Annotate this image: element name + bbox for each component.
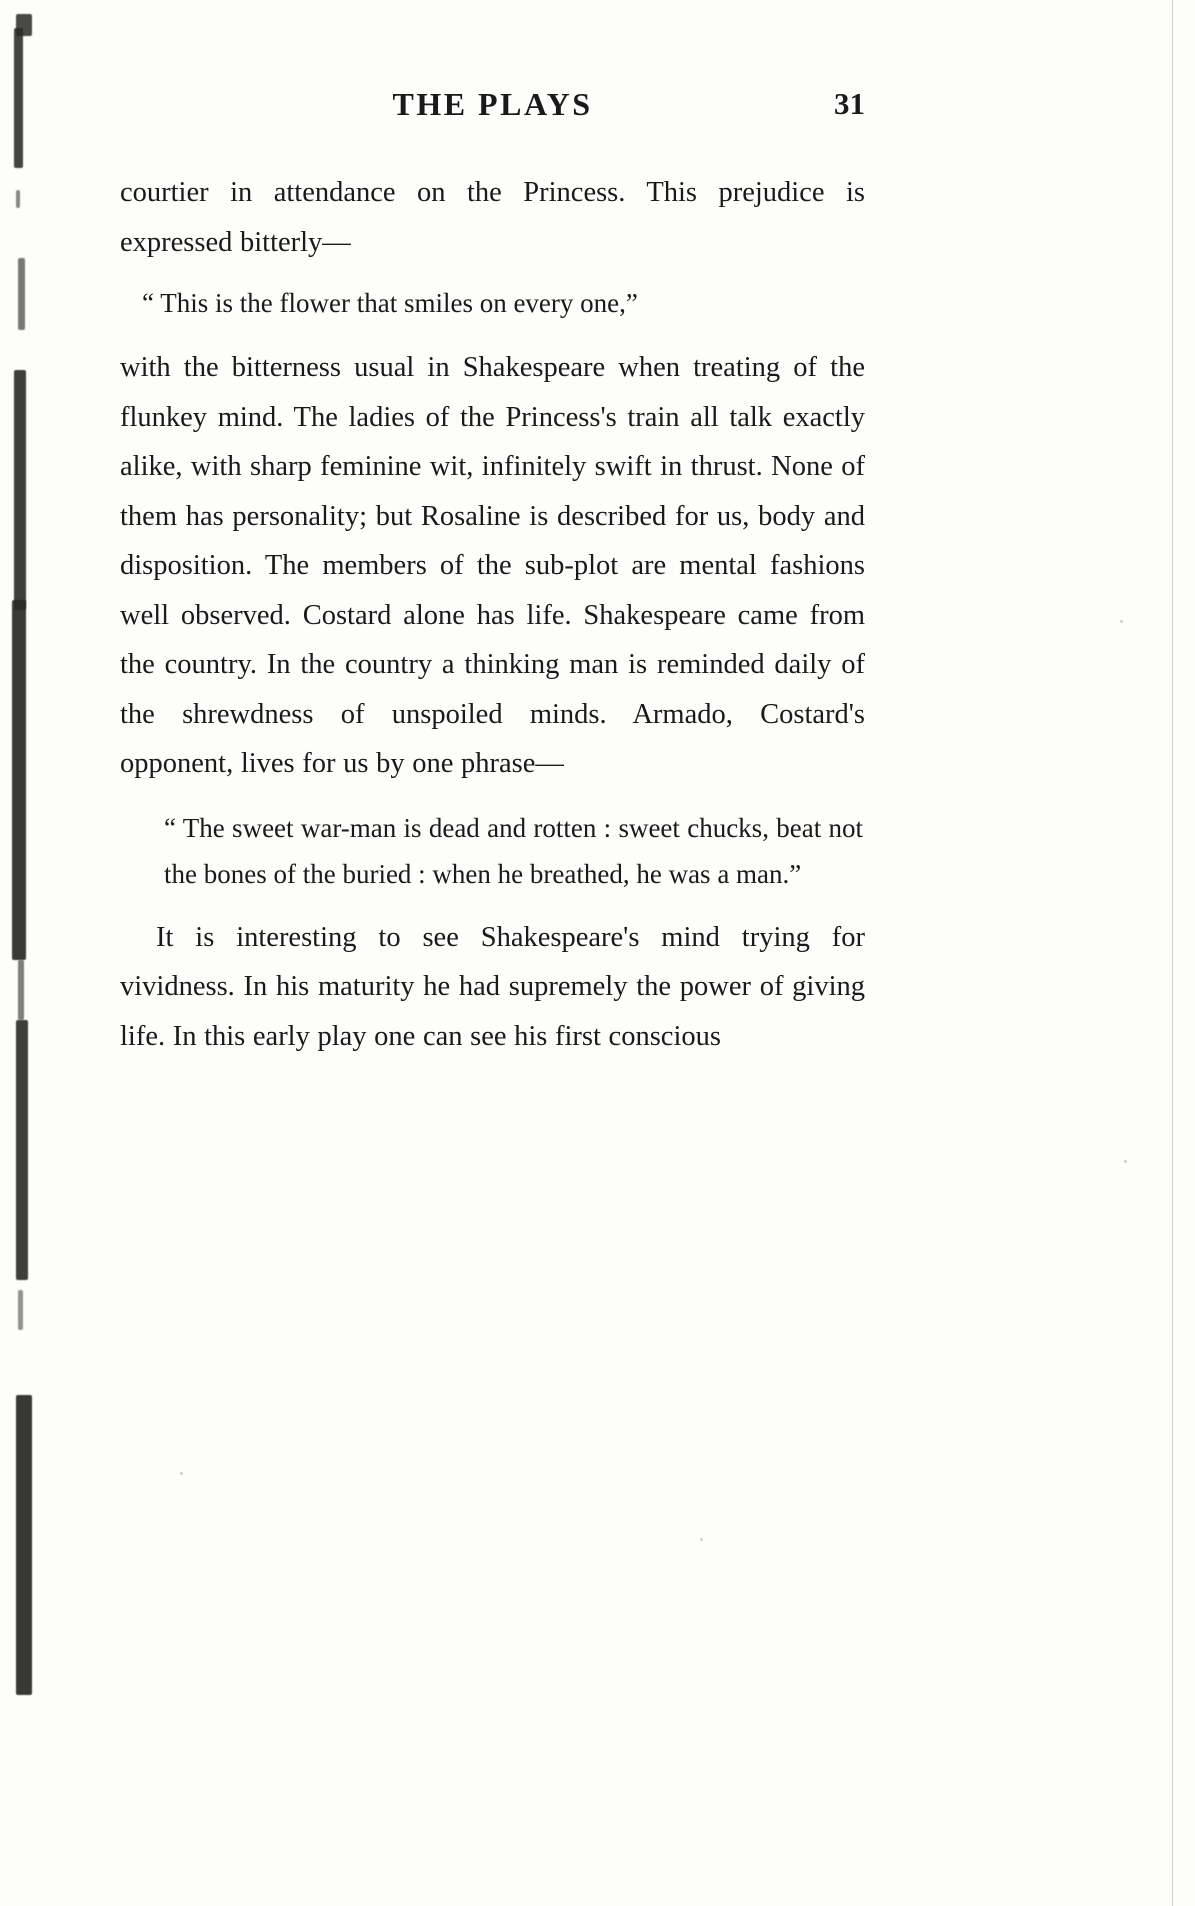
- paragraph-continuation: courtier in attendance on the Princess. This prejudice is expressed bitterly—: [120, 177, 865, 258]
- page-edge-line: [1172, 0, 1173, 1906]
- binding-gutter-shadow: [0, 0, 46, 1906]
- paragraph-main: with the bitterness usual in Shakespeare when treating of the flunkey mind. The ladies of the Princess's train all talk exactly alike, with sharp feminine wit, infinitely swift in thrust. None of them has personality; but Rosaline is described for us, body and disposition. The members of the sub-plot are mental fashions well observed. Costard alone has life. Shakespeare came from the country. In the country a thinking man is reminded daily of the shrewdness of unspoiled minds. Armado, Costard's opponent, lives for us by one phrase—: [120, 352, 865, 779]
- text-block: [120, 0, 865, 1906]
- running-head-title: THE PLAYS: [392, 86, 593, 122]
- running-head: [120, 86, 865, 158]
- page-number: 31: [834, 86, 865, 121]
- verse-quotation: “ This is the flower that smiles on every one,”: [142, 288, 638, 318]
- block-quotation: “ The sweet war-man is dead and rotten : sweet chucks, beat not the bones of the buried : when he breathed, he was a man.”: [164, 812, 863, 889]
- body-text: [120, 168, 865, 1061]
- paragraph-closing: It is interesting to see Shakespeare's mind trying for vividness. In his maturity he had supremely the power of giving life. In this early play one can see his first conscious: [120, 921, 865, 1052]
